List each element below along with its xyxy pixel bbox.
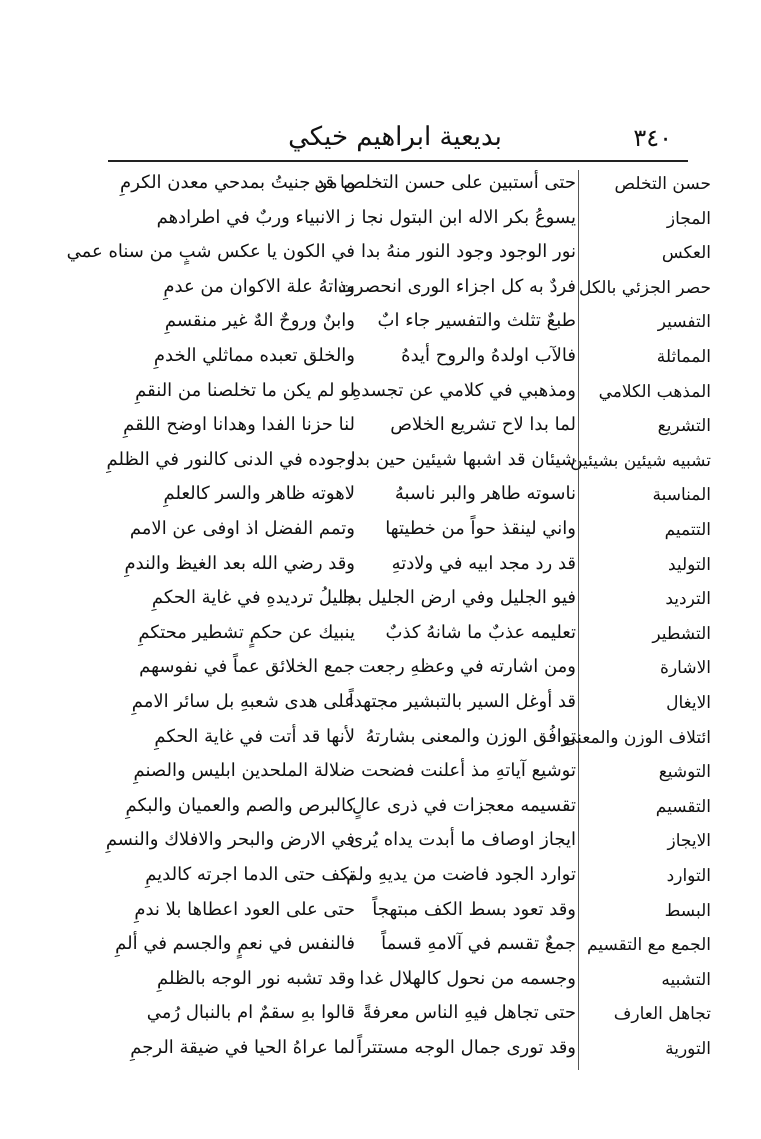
second-hemistich: قالوا بهِ سقمٌ ام بالنبال رُمي bbox=[146, 1002, 355, 1024]
second-hemistich: كالبرص والصم والعميان والبكمِ bbox=[125, 794, 355, 816]
verse-row bbox=[0, 795, 761, 831]
verse-row bbox=[0, 276, 761, 312]
verse-row bbox=[0, 864, 761, 900]
first-hemistich: وجسمه من نحول كالهلال غدا bbox=[359, 967, 576, 989]
rhetorical-term: التفسير bbox=[657, 312, 711, 333]
first-hemistich: ايجاز اوصاف ما أبدت يداه يُرى bbox=[349, 829, 576, 851]
verse-row bbox=[0, 380, 761, 416]
second-hemistich: وقد رضي الله بعد الغيظ والندمِ bbox=[124, 552, 355, 574]
page-header bbox=[110, 118, 680, 158]
second-hemistich: لنا حزنا الفدا وهدانا اوضح اللقمِ bbox=[123, 414, 355, 436]
verse-row bbox=[0, 587, 761, 623]
first-hemistich: توافُق الوزن والمعنى بشارتهُ bbox=[365, 725, 576, 747]
verse-row bbox=[0, 1037, 761, 1073]
rhetorical-term: المناسبة bbox=[652, 485, 711, 506]
first-hemistich: ومن اشارته في وعظهِ رجعت bbox=[358, 656, 576, 678]
first-hemistich: قد أوغل السير بالتبشير مجتهداً bbox=[348, 691, 576, 712]
first-hemistich: ومذهبي في كلامي عن تجسدهِ bbox=[351, 379, 576, 401]
first-hemistich: تعليمه عذبٌ ما شانهُ كذبٌ bbox=[385, 621, 576, 643]
rhetorical-term: البسط bbox=[664, 900, 711, 921]
rhetorical-term: تجاهل العارف bbox=[613, 1004, 711, 1025]
verse-row bbox=[0, 345, 761, 381]
first-hemistich: واني لينقذ حواً من خطيتها bbox=[385, 518, 576, 539]
second-hemistich: ما قد جنيتُ بمدحي معدن الكرمِ bbox=[120, 172, 355, 193]
second-hemistich: وقد تشبه نور الوجه بالظلمِ bbox=[156, 967, 355, 989]
first-hemistich: فالآب اولدهُ والروح أيدهُ bbox=[401, 345, 576, 366]
second-hemistich: وجوده في الدنى كالنور في الظلمِ bbox=[106, 448, 355, 470]
second-hemistich: في الكون يا عكس شبٍ من سناه عمي bbox=[66, 241, 355, 263]
second-hemistich: ينبيك عن حكمٍ تشطير محتكمِ bbox=[138, 621, 355, 643]
second-hemistich: وابنٌ وروحٌ الهٌ غير منقسمِ bbox=[164, 310, 355, 332]
verse-row bbox=[0, 656, 761, 692]
first-hemistich: جمعٌ تقسم في آلامهِ قسماً bbox=[381, 933, 576, 955]
rhetorical-term: التتميم bbox=[664, 520, 711, 540]
second-hemistich: جليلُ ترديدهِ في غاية الحكمِ bbox=[151, 587, 355, 609]
page-number: ٣٤٠ bbox=[633, 124, 672, 152]
first-hemistich: وقد تعود بسط الكف مبتهجاً bbox=[372, 898, 576, 920]
first-hemistich: تقسيمه معجزات في ذرى عالٍ bbox=[351, 794, 576, 816]
second-hemistich: وتمم الفضل اذ اوفى عن الامم bbox=[129, 518, 355, 539]
second-hemistich: في الارض والبحر والافلاك والنسمِ bbox=[105, 829, 355, 851]
first-hemistich: توشيع آياتهِ مذ أعلنت فضحت bbox=[361, 760, 576, 782]
verse-row bbox=[0, 310, 761, 346]
second-hemistich: ضلالة الملحدين ابليس والصنمِ bbox=[133, 760, 355, 782]
first-hemistich: فردٌ به كل اجزاء الورى انحصرت bbox=[337, 275, 576, 297]
verse-row bbox=[0, 483, 761, 519]
first-hemistich: لما بدا لاح تشريع الخلاص bbox=[390, 414, 576, 436]
second-hemistich: لأنها قد أتت في غاية الحكمِ bbox=[154, 725, 355, 747]
rhetorical-term: تشبيه شيئين بشيئين bbox=[570, 450, 711, 471]
rhetorical-term: الايغال bbox=[666, 693, 711, 713]
verse-row bbox=[0, 1002, 761, 1038]
second-hemistich: والخلق تعبده مماثلي الخدمِ bbox=[153, 345, 355, 366]
verse-row bbox=[0, 414, 761, 450]
verse-row bbox=[0, 172, 761, 208]
verse-row bbox=[0, 933, 761, 969]
rhetorical-term: الجمع مع التقسيم bbox=[587, 935, 711, 956]
verse-row bbox=[0, 829, 761, 865]
rhetorical-term: المذهب الكلامي bbox=[598, 381, 711, 402]
second-hemistich: لاهوته ظاهر والسر كالعلمِ bbox=[163, 483, 355, 505]
rhetorical-term: حصر الجزئي بالكل bbox=[579, 277, 711, 298]
rhetorical-term: التقسيم bbox=[655, 796, 711, 817]
rhetorical-term: حسن التخلص bbox=[614, 174, 711, 194]
first-hemistich: طبعٌ تثلث والتفسير جاء ابٌ bbox=[377, 310, 576, 332]
verse-row bbox=[0, 449, 761, 485]
second-hemistich: لما عراهُ الحيا في ضيقة الرجمِ bbox=[130, 1037, 355, 1058]
second-hemistich: تكف حتى الدما اجرته كالديمِ bbox=[145, 864, 355, 885]
rhetorical-term: التشطير bbox=[652, 623, 711, 644]
rhetorical-term: الترديد bbox=[665, 589, 711, 610]
first-hemistich: توارد الجود فاضت من يديهِ ولم bbox=[346, 864, 576, 885]
second-hemistich: فالنفس في نعمٍ والجسم في ألمِ bbox=[115, 933, 355, 955]
verse-row bbox=[0, 207, 761, 243]
second-hemistich: وذاتهُ علة الاكوان من عدمِ bbox=[163, 275, 355, 297]
verse-row bbox=[0, 553, 761, 589]
first-hemistich: فيو الجليل وفي ارض الجليل بدا bbox=[342, 587, 576, 609]
second-hemistich: لو لم يكن ما تخلصنا من النقمِ bbox=[135, 379, 355, 401]
verse-row bbox=[0, 968, 761, 1004]
rhetorical-term: التورية bbox=[665, 1039, 711, 1059]
second-hemistich: حتى على العود اعطاها بلا ندمِ bbox=[134, 898, 355, 920]
rhetorical-term: التشريع bbox=[657, 416, 711, 437]
rhetorical-term: الاشارة bbox=[660, 658, 711, 679]
first-hemistich: قد رد مجد ابيه في ولادتهِ bbox=[391, 552, 576, 574]
rhetorical-term: ائتلاف الوزن والمعنى bbox=[563, 727, 711, 748]
rhetorical-term: المماثلة bbox=[656, 347, 711, 367]
first-hemistich: يسوعُ بكر الاله ابن البتول نجا bbox=[361, 206, 576, 228]
first-hemistich: شيئان قد اشبها شيئين حين بدا bbox=[350, 448, 576, 470]
page-title: بديعية ابراهيم خيكي bbox=[288, 122, 502, 152]
verse-row bbox=[0, 726, 761, 762]
second-hemistich: على هدى شعبهِ بل سائر الاممِ bbox=[131, 691, 355, 712]
first-hemistich: حتى تجاهل فيهِ الناس معرفةً bbox=[362, 1002, 576, 1024]
verse-row bbox=[0, 241, 761, 277]
first-hemistich: حتى أستبين على حسن التخلص من bbox=[314, 172, 576, 193]
verse-row bbox=[0, 622, 761, 658]
header-rule bbox=[108, 160, 688, 162]
verse-row bbox=[0, 899, 761, 935]
rhetorical-term: التوارد bbox=[666, 866, 711, 886]
verse-row bbox=[0, 760, 761, 796]
verse-row bbox=[0, 518, 761, 554]
rhetorical-term: المجاز bbox=[666, 208, 711, 229]
first-hemistich: وقد تورى جمال الوجه مستتراً bbox=[357, 1037, 576, 1058]
verse-row bbox=[0, 691, 761, 727]
rhetorical-term: التوشيع bbox=[658, 762, 711, 783]
first-hemistich: نور الوجود وجود النور منهُ بدا bbox=[360, 241, 576, 263]
first-hemistich: ناسوته طاهر والبر ناسبهُ bbox=[394, 483, 576, 505]
second-hemistich: جمع الخلائق عماً في نفوسهم bbox=[139, 656, 355, 678]
rhetorical-term: العكس bbox=[661, 243, 711, 264]
rhetorical-term: التشبيه bbox=[661, 969, 711, 990]
rhetorical-term: الايجاز bbox=[667, 831, 711, 852]
second-hemistich: ز الانبياء وربٌ في اطرادهم bbox=[156, 206, 355, 228]
rhetorical-term: التوليد bbox=[667, 554, 711, 575]
